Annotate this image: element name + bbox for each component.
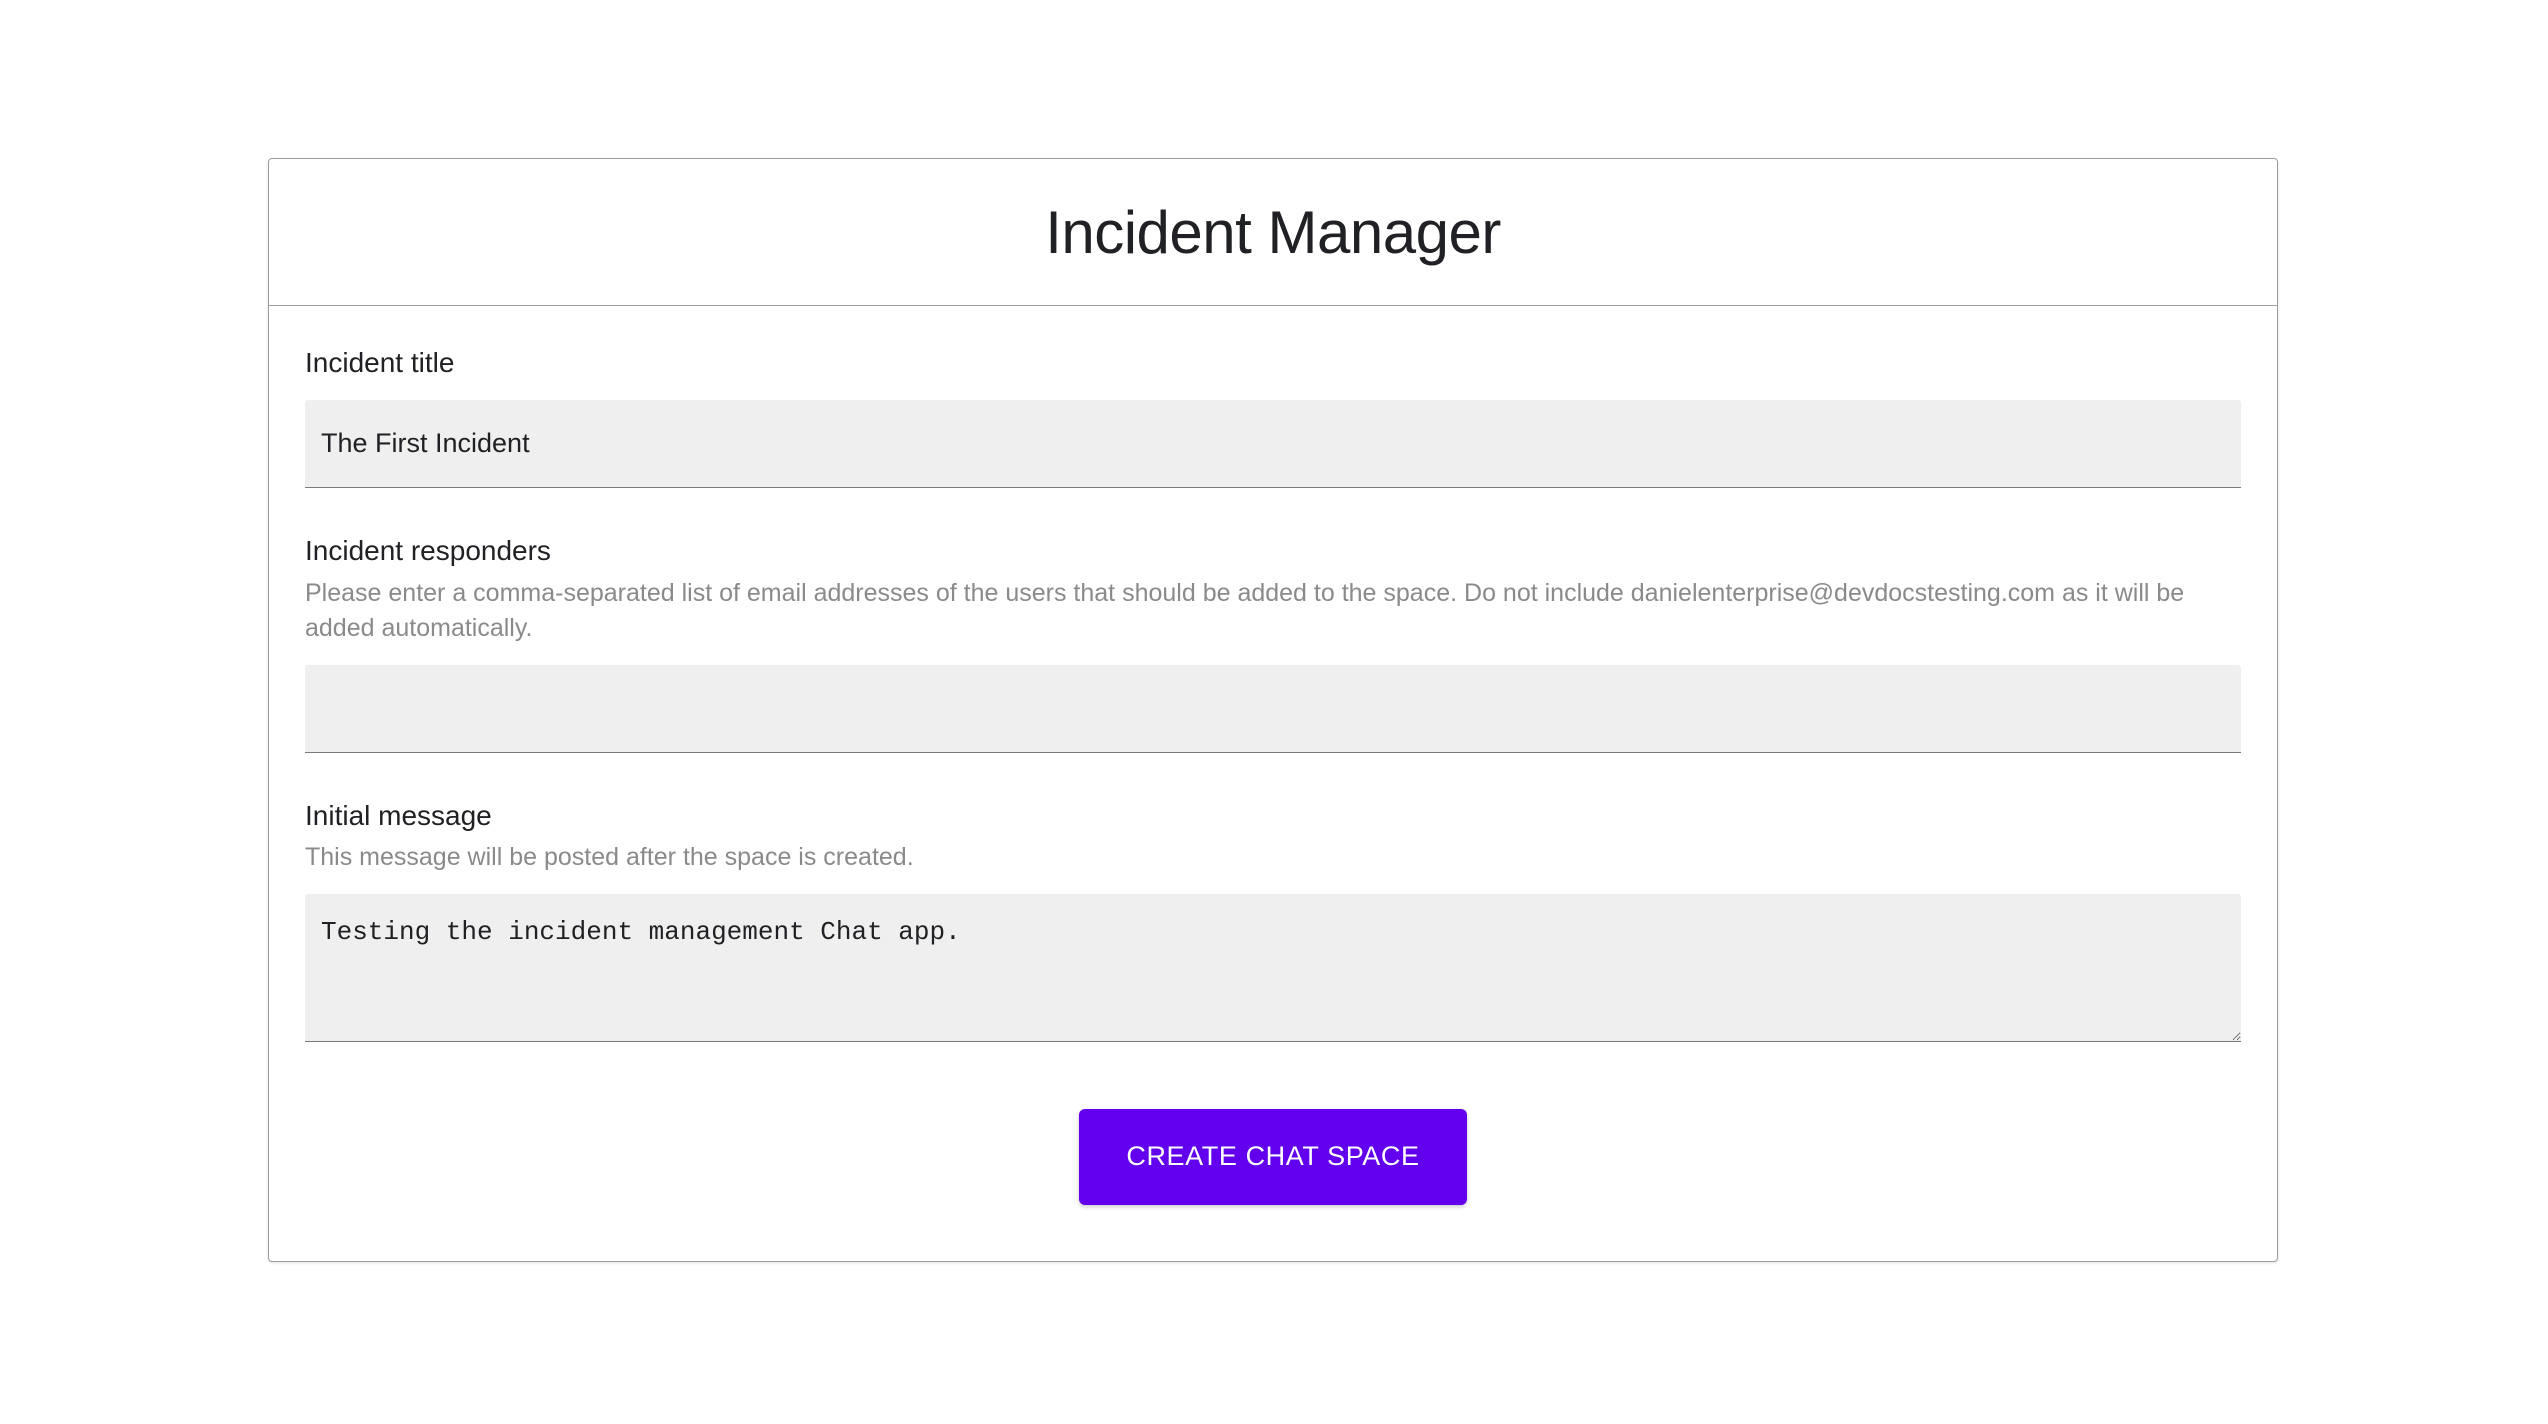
incident-title-input-wrap	[305, 400, 2241, 488]
incident-title-label: Incident title	[305, 347, 455, 378]
incident-title-input[interactable]	[305, 400, 2241, 488]
field-incident-responders	[305, 532, 2241, 753]
field-incident-title	[305, 344, 2241, 488]
incident-manager-card	[268, 158, 2278, 1262]
incident-responders-hint: Please enter a comma-separated list of email addresses of the users that should be added to the space. Do not include danielenterprise@devdocstesting.com as it will be added automatically.	[305, 578, 2185, 643]
initial-message-label: Initial message	[305, 799, 492, 831]
page-title: Incident Manager	[1045, 198, 1501, 266]
card-body	[269, 306, 2277, 1261]
incident-responders-input-wrap	[305, 665, 2241, 753]
incident-responders-input[interactable]	[305, 665, 2241, 753]
initial-message-hint: This message will be posted after the space is created.	[305, 843, 914, 872]
card-header	[269, 159, 2277, 306]
form-actions	[305, 1091, 2241, 1261]
initial-message-input-wrap	[305, 894, 2241, 1047]
initial-message-textarea[interactable]	[305, 894, 2241, 1042]
create-chat-space-button[interactable]: CREATE CHAT SPACE	[1079, 1109, 1467, 1205]
field-initial-message	[305, 797, 2241, 1047]
incident-responders-label: Incident responders	[305, 534, 551, 566]
